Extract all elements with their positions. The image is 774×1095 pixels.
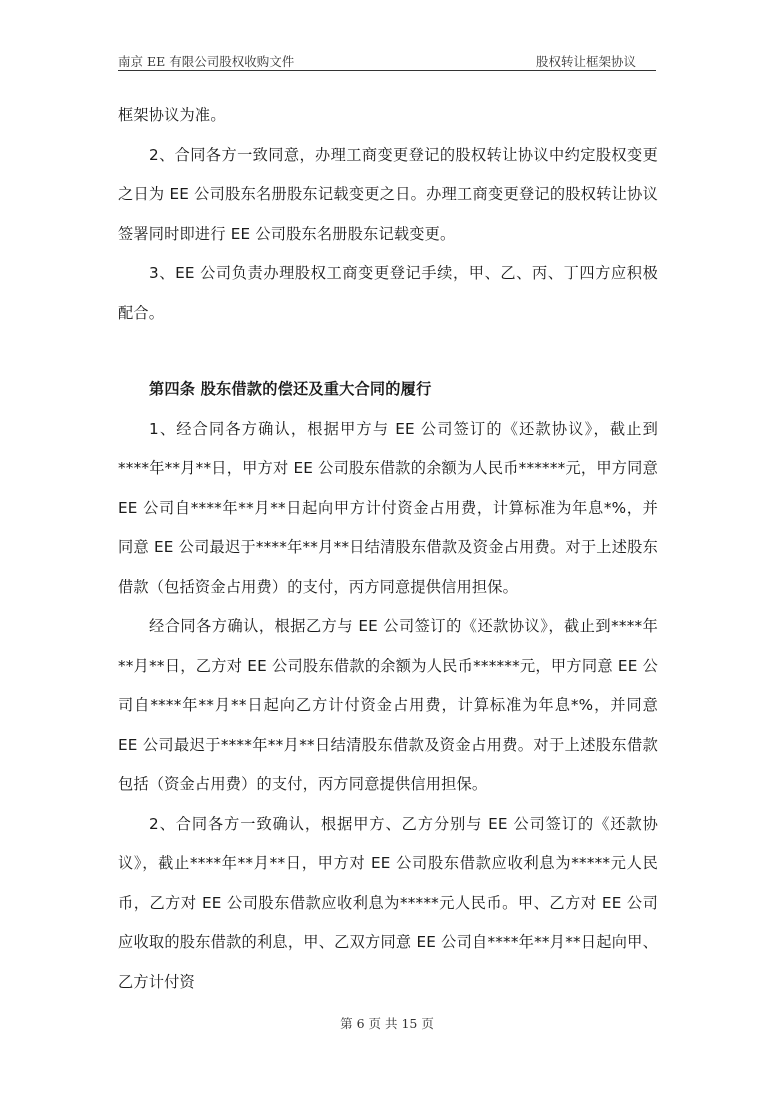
section-heading-article-4: 第四条 股东借款的偿还及重大合同的履行: [149, 380, 432, 398]
paragraph-article-4-clause-1: 1、经合同各方确认，根据甲方与 EE 公司签订的《还款协议》，截止到****年**月**日，甲方对 EE 公司股东借款的余额为人民币******元，甲方同意 EE 公司自****年**月**日起向甲方计付资金占用费，计算标准为年息*%，并同意 EE 公司最迟于****年**月**日结清股东借款及资金占用费。对于上述股东借款（包括资金占用费）的支付，丙方同意提供信用担保。: [118, 419, 658, 596]
paragraph-clause-2: 2、合同各方一致同意，办理工商变更登记的股权转让协议中约定股权变更之日为 EE 公司股东名册股东记载变更之日。办理工商变更登记的股权转让协议签署同时即进行 EE 公司股东名册股东记载变更。: [118, 145, 658, 243]
paragraph-article-4-clause-1-party-b: 经合同各方确认，根据乙方与 EE 公司签订的《还款协议》，截止到****年**月**日，乙方对 EE 公司股东借款的余额为人民币******元，甲方同意 EE 公司自****年**月**日起向乙方计付资金占用费，计算标准为年息*%，并同意 EE 公司最迟于****年**月**日结清股东借款及资金占用费。对于上述股东借款包括（资金占用费）的支付，丙方同意提供信用担保。: [118, 617, 658, 793]
header-document-title: 南京 EE 有限公司股权收购文件: [118, 54, 295, 69]
paragraph-article-4-clause-2: 2、合同各方一致确认，根据甲方、乙方分别与 EE 公司签订的《还款协议》，截止****年**月**日，甲方对 EE 公司股东借款应收利息为*****元人民币，乙方对 EE 公司股东借款应收利息为*****元人民币。甲、乙方对 EE 公司应收取的股东借款的利息，甲、乙双方同意 EE 公司自****年**月**日起向甲、乙方计付资: [118, 814, 658, 991]
document-body: [118, 96, 658, 1002]
section-spacer: [118, 333, 658, 370]
paragraph-continuation: 框架协议为准。: [118, 106, 226, 124]
page-footer-page-number: 第 6 页 共 15 页: [340, 1016, 434, 1031]
paragraph-clause-3: 3、EE 公司负责办理股权工商变更登记手续，甲、乙、丙、丁四方应积极配合。: [118, 264, 658, 322]
header-agreement-title: 股权转让框架协议: [535, 54, 636, 69]
page-header: [118, 48, 656, 71]
